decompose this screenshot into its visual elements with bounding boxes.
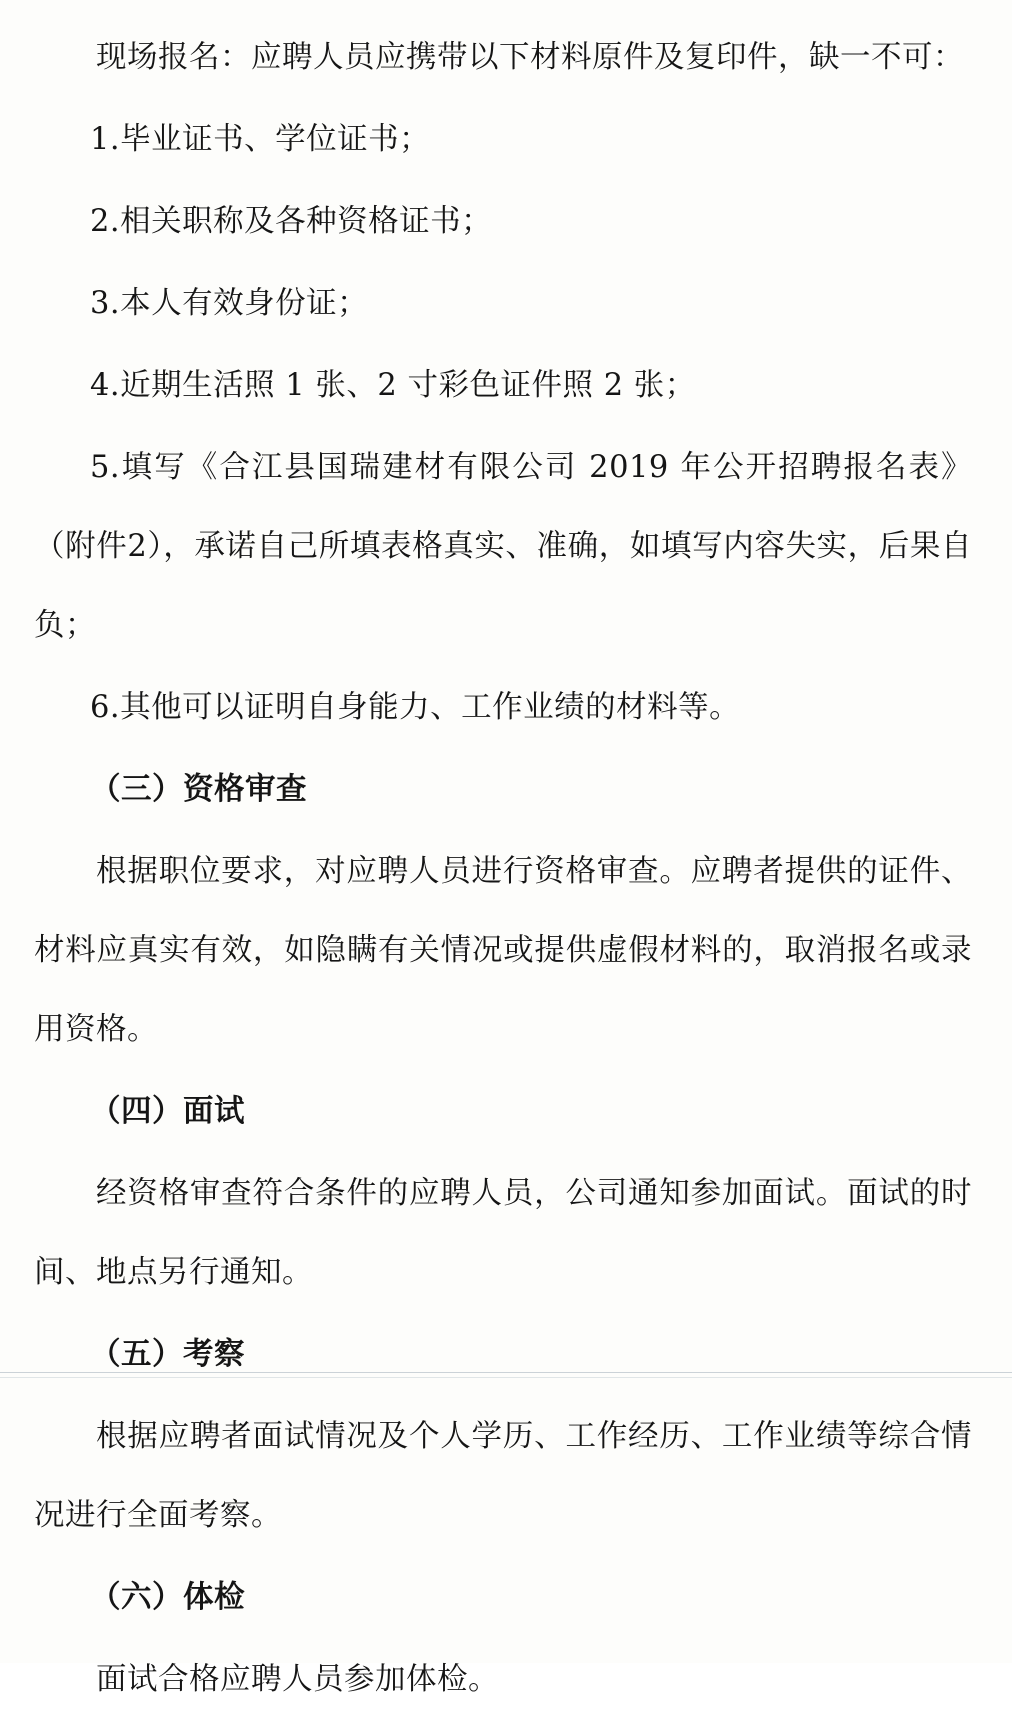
section-body-physical-exam: 面试合格应聘人员参加体检。 xyxy=(96,1662,499,1697)
section-heading-interview: （四）面试 xyxy=(90,1093,245,1129)
section-heading-qualification-review: （三）资格审查 xyxy=(90,771,307,807)
section-body-qualification-review: 根据职位要求，对应聘人员进行资格审查。应聘者提供的证件、材料应真实有效，如隐瞒有关情况或提供虚假材料的，取消报名或录用资格。 xyxy=(34,854,972,1047)
section-body-investigation: 根据应聘者面试情况及个人学历、工作经历、工作业绩等综合情况进行全面考察。 xyxy=(34,1419,972,1533)
section-heading-investigation: （五）考察 xyxy=(90,1336,245,1372)
list-item-6: 6.其他可以证明自身能力、工作业绩的材料等。 xyxy=(90,690,741,725)
document-text-body xyxy=(34,18,972,1719)
list-item-2: 2.相关职称及各种资格证书； xyxy=(90,204,493,239)
section-body-interview: 经资格审查符合条件的应聘人员，公司通知参加面试。面试的时间、地点另行通知。 xyxy=(34,1176,972,1290)
list-item-5: 5.填写《合江县国瑞建材有限公司 2019 年公开招聘报名表》（附件2），承诺自己所填表格真实、准确，如填写内容失实，后果自负； xyxy=(34,450,972,643)
list-item-4: 4.近期生活照 1 张、2 寸彩色证件照 2 张； xyxy=(90,368,696,403)
list-item-3: 3.本人有效身份证； xyxy=(90,286,369,321)
paragraph-onsite-registration: 现场报名：应聘人员应携带以下材料原件及复印件，缺一不可： xyxy=(96,40,964,75)
section-heading-physical-exam: （六）体检 xyxy=(90,1579,245,1615)
list-item-1: 1.毕业证书、学位证书； xyxy=(90,122,431,157)
